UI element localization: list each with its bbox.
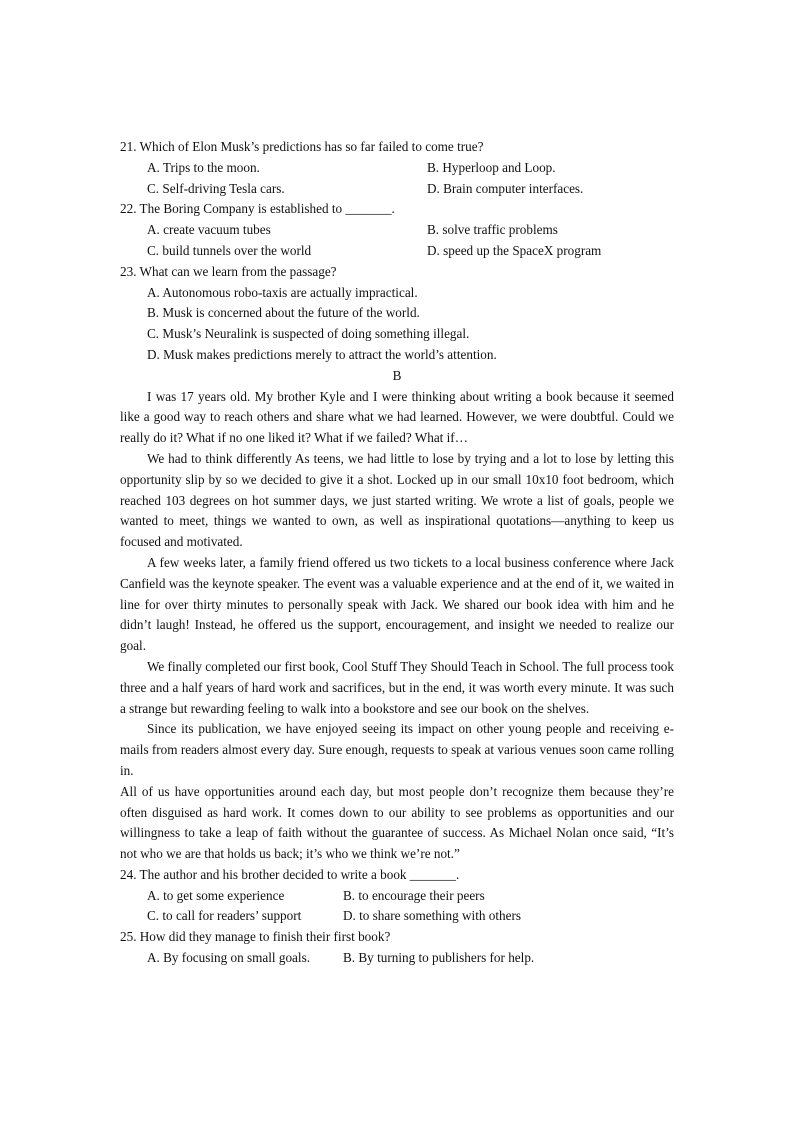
question-stem: 21. Which of Elon Musk’s predictions has so far failed to come true? (120, 139, 484, 154)
section-heading-b: B (392, 367, 402, 383)
option-c: C. Self-driving Tesla cars. (147, 180, 285, 196)
worksheet-page (120, 137, 674, 969)
option-c: C. build tunnels over the world (147, 242, 312, 258)
question-21 (120, 137, 674, 199)
paragraph: We had to think differently As teens, we had little to lose by trying and a lot to lose by letting this opportunity slip by so we decided to give it a shot. Locked up in our small 10x10 foot bedroom, which reached 103 degrees on hot summer days, we just started writing. We wrote a list of goals, people we wanted to meet, things we wanted to own, as well as inspirational quotations—anything to keep us focused and motivated. (120, 450, 674, 550)
option-b: B. solve traffic problems (427, 222, 558, 238)
option-a: A. Autonomous robo-taxis are actually impractical. (147, 284, 418, 300)
paragraph: All of us have opportunities around each day, but most people don’t recognize them because they’re often disguised as hard work. It comes down to our ability to see problems as opportunities and our willingness to take a leap of faith without the guarantee of success. As Michael Nolan once said, “It’s not who we are that holds us back; it’s who we think we’re not.” (120, 783, 674, 862)
paragraph: I was 17 years old. My brother Kyle and I were thinking about writing a book because it seemed like a good way to reach others and share what we had learned. However, we were doubtful. Could we really do it? What if no one liked it? What if we failed? What if… (120, 388, 674, 446)
options-row (120, 886, 674, 907)
options-row (120, 241, 674, 262)
option-a: A. Trips to the moon. (147, 159, 260, 175)
question-22 (120, 199, 674, 261)
option-d: D. speed up the SpaceX program (427, 242, 602, 258)
options-row (120, 906, 674, 927)
options-row (120, 220, 674, 241)
paragraph: Since its publication, we have enjoyed seeing its impact on other young people and receiving e-mails from readers almost every day. Sure enough, requests to speak at various venues soon came rolling in. (120, 721, 674, 778)
question-stem: 24. The author and his brother decided to write a book _______. (120, 866, 460, 882)
option-c: C. Musk’s Neuralink is suspected of doing something illegal. (147, 326, 470, 342)
question-stem: 23. What can we learn from the passage? (120, 263, 337, 279)
question-25 (120, 927, 674, 969)
passage-b (120, 387, 674, 865)
option-a: A. By focusing on small goals. (147, 950, 311, 966)
option-a: A. create vacuum tubes (147, 222, 271, 238)
option-d: D. to share something with others (343, 908, 522, 924)
option-b: B. to encourage their peers (343, 887, 485, 903)
question-24 (120, 865, 674, 927)
options-row (120, 179, 674, 200)
options-row (120, 158, 674, 179)
options-row (120, 948, 674, 969)
option-d: D. Brain computer interfaces. (427, 180, 584, 196)
option-b: B. Hyperloop and Loop. (427, 159, 556, 175)
paragraph: A few weeks later, a family friend offered us two tickets to a local business conference where Jack Canfield was the keynote speaker. The event was a valuable experience and at the end of it, we waited in line for over thirty minutes to personally speak with Jack. We shared our book idea with him and he didn’t laugh! Instead, he offered us the support, encouragement, and insight we needed to realize our goal. (120, 554, 674, 654)
question-stem: 25. How did they manage to finish their first book? (120, 929, 391, 945)
question-stem: 22. The Boring Company is established to _______. (120, 201, 395, 217)
option-b: B. Musk is concerned about the future of the world. (147, 305, 420, 321)
option-b: B. By turning to publishers for help. (343, 950, 535, 966)
paragraph: We finally completed our first book, Cool Stuff They Should Teach in School. The full process took three and a half years of hard work and sacrifices, but in the end, it was worth every minute. It was such a strange but rewarding feeling to walk into a bookstore and see our book on the shelves. (120, 658, 674, 716)
option-c: C. to call for readers’ support (147, 908, 302, 924)
option-a: A. to get some experience (147, 887, 285, 903)
question-23 (120, 262, 674, 366)
option-d: D. Musk makes predictions merely to attract the world’s attention. (147, 346, 497, 362)
